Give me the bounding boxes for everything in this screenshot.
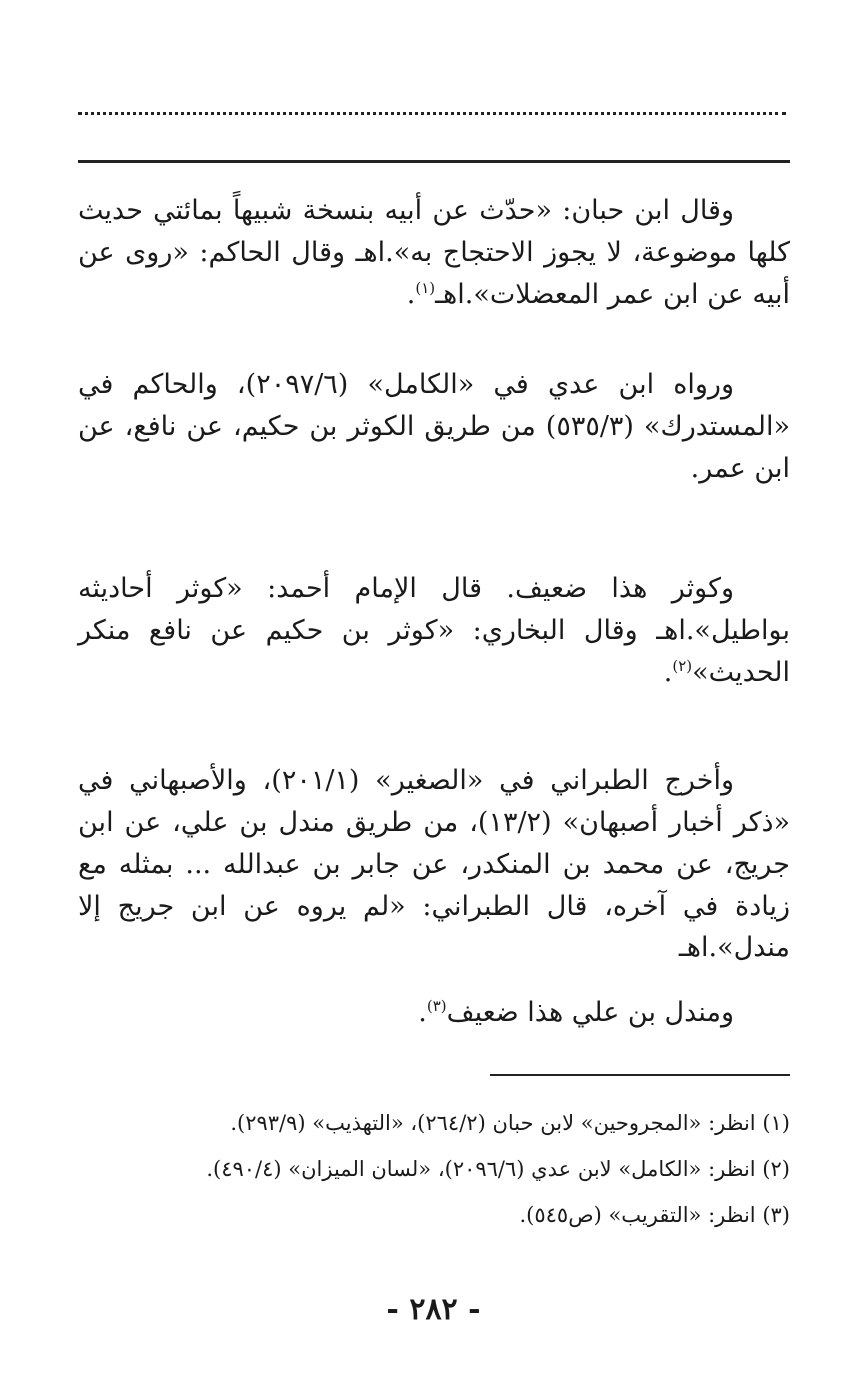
footnotes <box>78 1100 790 1239</box>
footnote-ref-1[interactable]: (١) <box>415 278 436 297</box>
footnote-separator <box>490 1074 790 1076</box>
paragraph-text: ومندل بن علي هذا ضعيف <box>446 997 734 1028</box>
paragraph-ibn-hibban: وقال ابن حبان: «حدّث عن أبيه بنسخة شبيهاً بمائتي حديث كلها موضوعة، لا يجوز الاحتجاج به».اهـ وقال الحاكم: «روى عن أبيه عن ابن عمر المعضلات».اهـ$^{(١)}$. <box>78 195 790 310</box>
paragraph-kawthar: وكوثر هذا ضعيف. قال الإمام أحمد: «كوثر أحاديثه بواطيل».اهـ وقال البخاري: «كوثر بن حكيم عن نافع منكر الحديث»$^{(٢)}$. <box>78 573 790 688</box>
footnote-2: (٢) انظر: «الكامل» لابن عدي (٢٠٩٦/٦)، «لسان الميزان» (٤٩٠/٤). <box>206 1157 790 1182</box>
header-rule <box>78 160 790 163</box>
paragraph-text: وأخرج الطبراني في «الصغير» (٢٠١/١)، والأصبهاني في «ذكر أخبار أصبهان» (١٣/٢)، من طريق مندل بن علي، عن ابن جريج، عن محمد بن المنكدر، عن جابر بن عبدالله ... بمثله مع زيادة في آخره، قال الطبراني: «لم يروه عن ابن جريج إلا مندل».اهـ <box>78 765 790 964</box>
paragraph-ibn-adi <box>78 364 790 490</box>
footnote-ref-2[interactable]: (٢) <box>672 656 693 675</box>
paragraph-text: ورواه ابن عدي في «الكامل» (٢٠٩٧/٦)، والحاكم في «المستدرك» (٥٣٥/٣) من طريق الكوثر بن حكيم، عن نافع، عن ابن عمر. <box>78 369 791 484</box>
paragraph-mandal: ومندل بن علي هذا ضعيف$^{(٣)}$. <box>418 997 734 1028</box>
footnote-1: (١) انظر: «المجروحين» لابن حبان (٢٦٤/٢)، «التهذيب» (٢٩٣/٩). <box>230 1111 790 1135</box>
paragraph-text: وكوثر هذا ضعيف. قال الإمام أحمد: «كوثر أحاديثه بواطيل».اهـ وقال البخاري: «كوثر بن حكيم عن نافع منكر الحديث» <box>78 573 790 688</box>
footnote-ref-3[interactable]: (٣) <box>426 997 447 1015</box>
header-dotted-line <box>78 112 786 115</box>
page-number: - ٢٨٢ - <box>386 1292 481 1327</box>
paragraph-text: وقال ابن حبان: «حدّث عن أبيه بنسخة شبيهاً بمائتي حديث كلها موضوعة، لا يجوز الاحتجاج به».اهـ وقال الحاكم: «روى عن أبيه عن ابن عمر المعضلات».اهـ <box>78 195 790 310</box>
footnote-3: (٣) انظر: «التقريب» (ص٥٤٥). <box>519 1203 790 1228</box>
paragraph-tabarani <box>78 760 790 969</box>
